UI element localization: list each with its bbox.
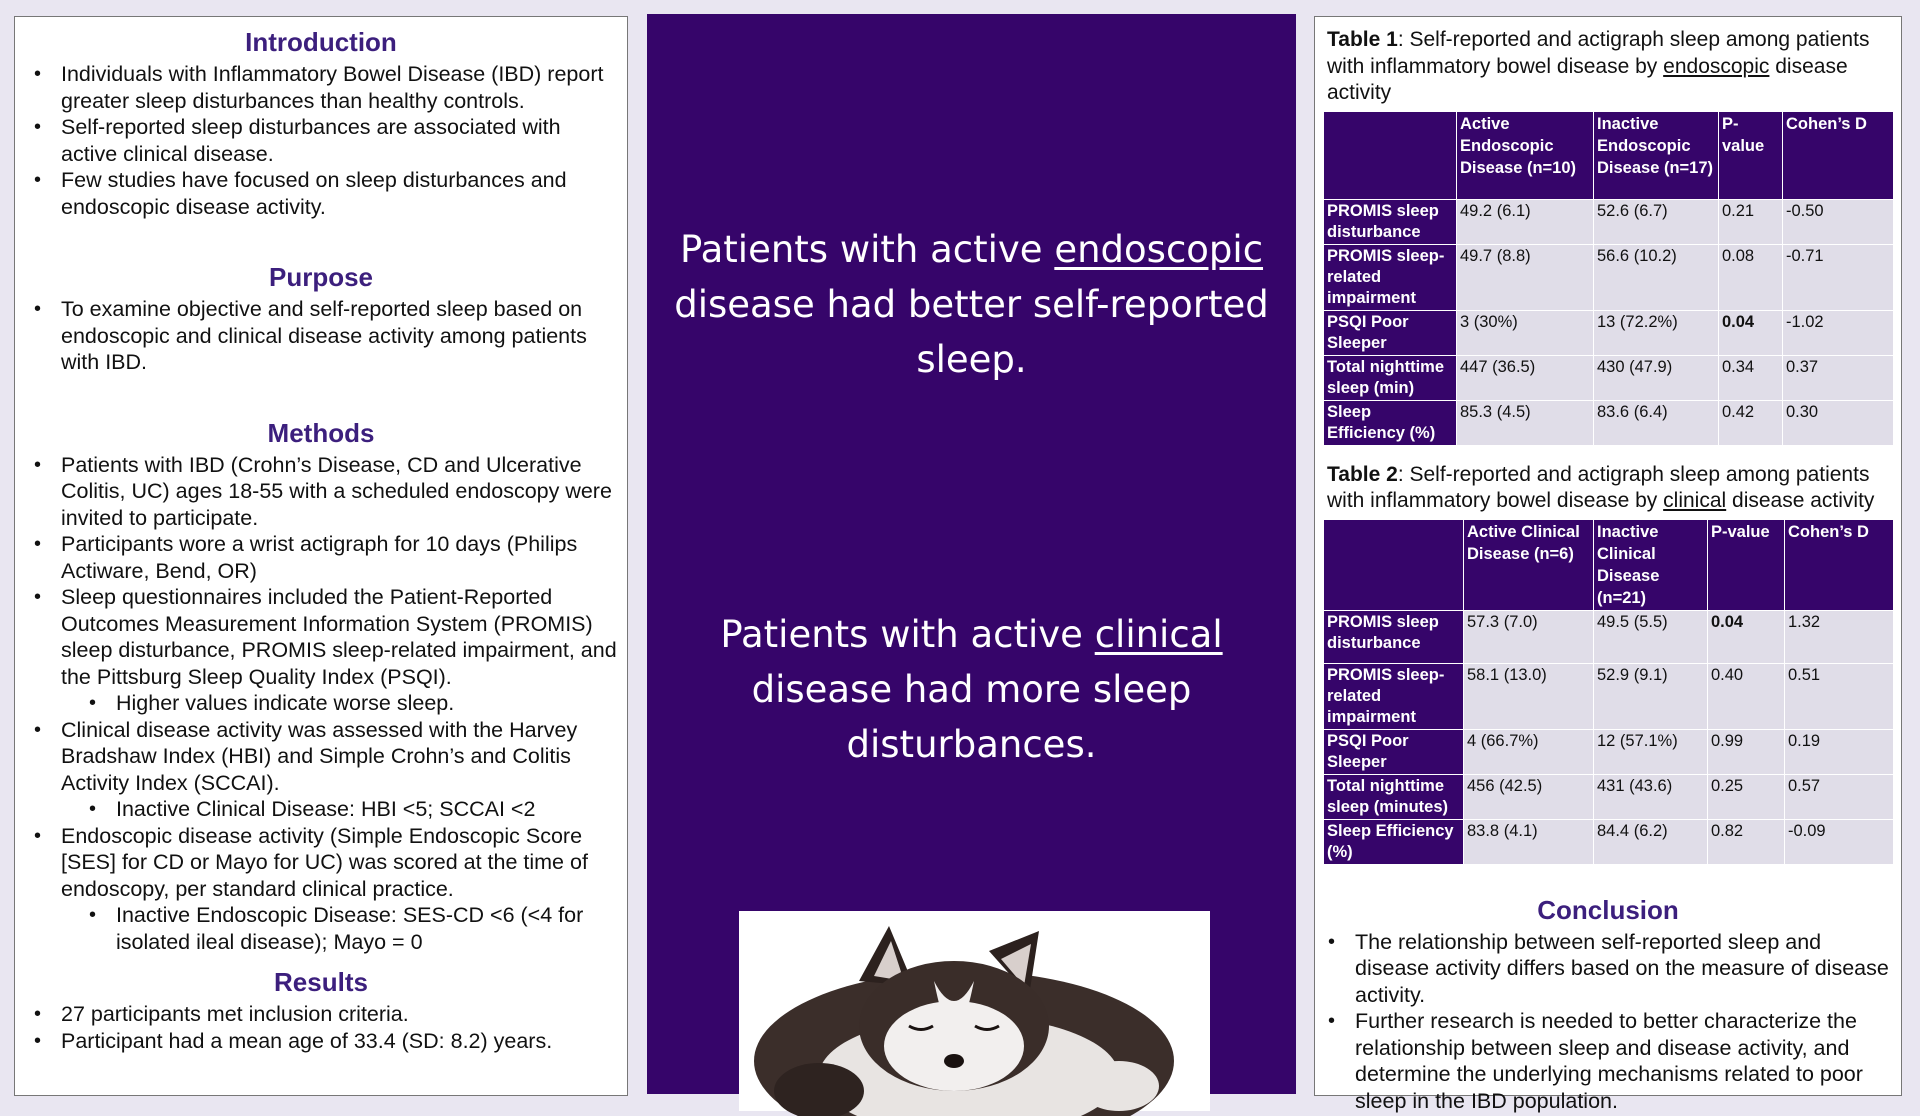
- caption-text: : Self-reported and actigraph sleep among patients with inflammatory bowel disease by: [1327, 462, 1870, 512]
- table-cell: 83.8 (4.1): [1464, 819, 1594, 864]
- table-cell: 49.2 (6.1): [1457, 199, 1594, 244]
- table2-caption: [1327, 462, 1893, 515]
- table2: [1323, 519, 1894, 865]
- list-item: • Individuals with Inflammatory Bowel Disease (IBD) report greater sleep disturbances than healthy controls.: [61, 61, 617, 114]
- table-row: [1324, 355, 1894, 400]
- center-panel: [647, 14, 1296, 1094]
- table-cell: 0.37: [1783, 355, 1894, 400]
- methods-heading: Methods: [267, 417, 375, 448]
- sub-list-item: • Inactive Endoscopic Disease: SES-CD <6 (<4 for isolated ileal disease); Mayo = 0: [61, 902, 617, 955]
- purpose-list: [25, 296, 617, 376]
- table-cell: 57.3 (7.0): [1464, 610, 1594, 663]
- table-cell: 49.5 (5.5): [1594, 610, 1708, 663]
- sub-list-item: • Higher values indicate worse sleep.: [61, 690, 617, 717]
- table-header-row: [1324, 519, 1894, 610]
- finding-text: disease had better self-reported sleep.: [674, 283, 1269, 381]
- table-cell: 431 (43.6): [1594, 774, 1708, 819]
- caption-underlined-text: clinical: [1663, 489, 1727, 512]
- finding-underlined-text: endoscopic: [1054, 228, 1264, 271]
- conclusion-heading: Conclusion: [1537, 894, 1679, 925]
- table-cell: 12 (57.1%): [1594, 729, 1708, 774]
- row-label: Total nighttime sleep (minutes): [1324, 774, 1464, 819]
- purpose-heading: Purpose: [268, 262, 374, 292]
- table-cell: -0.09: [1785, 819, 1894, 864]
- table-row: [1324, 400, 1894, 445]
- list-item: • Participant had a mean age of 33.4 (SD: 8.2) years.: [61, 1028, 617, 1055]
- list-item: • Further research is needed to better characterize the relationship between sleep and disease activity, and determine the underlying mechanisms related to poor sleep in the IBD population.: [1355, 1008, 1893, 1114]
- table-row: [1324, 729, 1894, 774]
- table-header-cell: Inactive Endoscopic Disease (n=17): [1594, 111, 1719, 199]
- row-label: Sleep Efficiency (%): [1324, 819, 1464, 864]
- table-cell: 84.4 (6.2): [1594, 819, 1708, 864]
- table-row: [1324, 244, 1894, 310]
- conclusion-section: [1323, 895, 1893, 1115]
- table-header-cell: [1324, 519, 1464, 610]
- row-label: PSQI Poor Sleeper: [1324, 729, 1464, 774]
- conclusion-list: [1323, 929, 1893, 1115]
- table-header-cell: P-value: [1719, 111, 1783, 199]
- list-item: • 27 participants met inclusion criteria.: [61, 1001, 617, 1028]
- table-cell: 0.19: [1785, 729, 1894, 774]
- row-label: Sleep Efficiency (%): [1324, 400, 1457, 445]
- caption-text: : Self-reported and actigraph sleep among patients with inflammatory bowel disease by: [1327, 28, 1870, 78]
- sleeping-puppy-image: [739, 911, 1210, 1111]
- table-cell: 3 (30%): [1457, 310, 1594, 355]
- table-header-cell: Active Endoscopic Disease (n=10): [1457, 111, 1594, 199]
- table-row: [1324, 819, 1894, 864]
- table-cell: 0.04: [1719, 310, 1783, 355]
- table-header-cell: Cohen’s D: [1783, 111, 1894, 199]
- results-heading: Results: [274, 967, 368, 997]
- table-cell: 0.25: [1708, 774, 1785, 819]
- left-panel: [14, 16, 628, 1096]
- row-label: PROMIS sleep-related impairment: [1324, 244, 1457, 310]
- list-item: • Patients with IBD (Crohn’s Disease, CD and Ulcerative Colitis, UC) ages 18-55 with a scheduled endoscopy were invited to participate.: [61, 452, 617, 532]
- table-header-cell: Inactive Clinical Disease (n=21): [1594, 519, 1708, 610]
- table-cell: 0.57: [1785, 774, 1894, 819]
- table-cell: 4 (66.7%): [1464, 729, 1594, 774]
- table-header-cell: [1324, 111, 1457, 199]
- table-header-cell: Active Clinical Disease (n=6): [1464, 519, 1594, 610]
- table-cell: -0.71: [1783, 244, 1894, 310]
- table-cell: 0.82: [1708, 819, 1785, 864]
- caption-text: disease activity: [1327, 54, 1848, 104]
- methods-list: [25, 452, 617, 956]
- table-row: [1324, 774, 1894, 819]
- table-cell: 456 (42.5): [1464, 774, 1594, 819]
- introduction-heading: Introduction: [245, 27, 397, 57]
- table-cell: 0.34: [1719, 355, 1783, 400]
- table-cell: 447 (36.5): [1457, 355, 1594, 400]
- key-finding-endoscopic: [647, 222, 1296, 387]
- caption-text: disease activity: [1726, 489, 1875, 512]
- list-item: • To examine objective and self-reported sleep based on endoscopic and clinical disease activity among patients with IBD.: [61, 296, 617, 376]
- table1-caption: [1327, 27, 1893, 107]
- table-cell: 13 (72.2%): [1594, 310, 1719, 355]
- table-cell: 0.30: [1783, 400, 1894, 445]
- table-cell: 85.3 (4.5): [1457, 400, 1594, 445]
- row-label: Total nighttime sleep (min): [1324, 355, 1457, 400]
- caption-underlined-text: endoscopic: [1663, 54, 1770, 78]
- table-cell: 58.1 (13.0): [1464, 663, 1594, 729]
- finding-text: Patients with active: [720, 613, 1095, 656]
- table-cell: 0.21: [1719, 199, 1783, 244]
- list-item: • Clinical disease activity was assessed with the Harvey Bradshaw Index (HBI) and Simple Crohn’s and Colitis Activity Index (SCCAI).: [61, 717, 617, 797]
- table-cell: -0.50: [1783, 199, 1894, 244]
- table-cell: 52.9 (9.1): [1594, 663, 1708, 729]
- list-item: • Self-reported sleep disturbances are associated with active clinical disease.: [61, 114, 617, 167]
- list-item: • Sleep questionnaires included the Patient-Reported Outcomes Measurement Information System (PROMIS) sleep disturbance, PROMIS sleep-related impairment, and the Pittsburg Sleep Quality Index (PSQI).: [61, 584, 617, 690]
- finding-underlined-text: clinical: [1094, 613, 1223, 656]
- list-item: • Few studies have focused on sleep disturbances and endoscopic disease activity.: [61, 167, 617, 220]
- table-cell: 0.40: [1708, 663, 1785, 729]
- table-cell: 49.7 (8.8): [1457, 244, 1594, 310]
- table-cell: 1.32: [1785, 610, 1894, 663]
- right-panel: [1314, 16, 1902, 1113]
- husky-puppy-illustration: [739, 911, 1210, 1111]
- list-item: • Participants wore a wrist actigraph for 10 days (Philips Actiware, Bend, OR): [61, 531, 617, 584]
- table1: [1323, 111, 1894, 446]
- table-cell: 0.51: [1785, 663, 1894, 729]
- table1-label: Table 1: [1327, 28, 1398, 51]
- table-cell: 83.6 (6.4): [1594, 400, 1719, 445]
- key-finding-clinical: [647, 607, 1296, 772]
- table-cell: 0.99: [1708, 729, 1785, 774]
- table-header-cell: P-value: [1708, 519, 1785, 610]
- table-row: [1324, 199, 1894, 244]
- table-row: [1324, 310, 1894, 355]
- row-label: PROMIS sleep-related impairment: [1324, 663, 1464, 729]
- finding-text: disease had more sleep disturbances.: [751, 668, 1192, 766]
- finding-text: Patients with active: [679, 228, 1055, 271]
- list-item: • Endoscopic disease activity (Simple Endoscopic Score [SES] for CD or Mayo for UC) was scored at the time of endoscopy, per standard clinical practice.: [61, 823, 617, 903]
- table-cell: -1.02: [1783, 310, 1894, 355]
- row-label: PSQI Poor Sleeper: [1324, 310, 1457, 355]
- table-cell: 0.42: [1719, 400, 1783, 445]
- table-cell: 0.04: [1708, 610, 1785, 663]
- row-label: PROMIS sleep disturbance: [1324, 199, 1457, 244]
- table-cell: 0.08: [1719, 244, 1783, 310]
- table-row: [1324, 610, 1894, 663]
- table-cell: 56.6 (10.2): [1594, 244, 1719, 310]
- table2-label: Table 2: [1327, 462, 1398, 486]
- list-item: • The relationship between self-reported sleep and disease activity differs based on the measure of disease activity.: [1355, 929, 1893, 1009]
- table-header-row: [1324, 111, 1894, 199]
- results-list: [25, 1001, 617, 1054]
- introduction-list: [25, 61, 617, 220]
- table-cell: 430 (47.9): [1594, 355, 1719, 400]
- table-header-cell: Cohen’s D: [1785, 519, 1894, 610]
- row-label: PROMIS sleep disturbance: [1324, 610, 1464, 663]
- sub-list-item: • Inactive Clinical Disease: HBI <5; SCCAI <2: [61, 796, 617, 823]
- table-cell: 52.6 (6.7): [1594, 199, 1719, 244]
- table-row: [1324, 663, 1894, 729]
